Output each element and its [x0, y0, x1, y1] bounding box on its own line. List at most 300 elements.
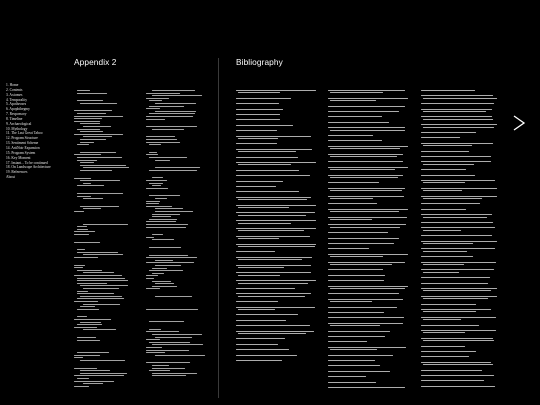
text-line: [149, 183, 163, 184]
text-line: [423, 111, 486, 112]
text-line: [328, 238, 399, 239]
text-line: [330, 148, 400, 149]
text-line: [77, 337, 96, 338]
text-line: [74, 257, 98, 258]
text-line: [328, 161, 403, 162]
text-line: [236, 338, 285, 339]
text-line: [423, 311, 476, 312]
text-line: [74, 121, 100, 122]
text-line: [330, 288, 405, 289]
text-line: [328, 341, 367, 342]
text-line: [77, 309, 99, 310]
text-line: [328, 135, 373, 136]
text-line: [423, 298, 488, 299]
text-line: [83, 383, 103, 384]
bibliography-title: Bibliography: [236, 57, 283, 67]
text-line: [236, 265, 311, 266]
text-line: [146, 224, 188, 225]
text-line: [80, 139, 106, 140]
text-line: [328, 98, 408, 99]
text-line: [236, 170, 299, 171]
text-line: [83, 254, 123, 255]
chevron-right-icon[interactable]: [511, 114, 527, 132]
text-line: [77, 293, 114, 294]
text-line: [146, 339, 160, 340]
text-line: [423, 119, 493, 120]
text-line: [328, 254, 408, 255]
text-line: [328, 203, 377, 204]
text-line: [421, 209, 466, 210]
text-line: [328, 116, 382, 117]
bibliography-column-1: [236, 88, 320, 398]
text-line: [74, 134, 123, 135]
text-line: [77, 280, 128, 281]
text-line: [149, 370, 170, 371]
nav-item[interactable]: 15. Program System: [6, 150, 36, 155]
text-line: [421, 175, 475, 176]
text-line: [83, 126, 111, 127]
text-line: [77, 283, 107, 284]
text-line: [149, 321, 184, 322]
nav-item[interactable]: 16. Key Moment: [6, 155, 31, 160]
text-line: [77, 100, 103, 101]
text-line: [146, 203, 159, 204]
text-line: [328, 365, 380, 366]
text-line: [146, 108, 160, 109]
text-line: [236, 307, 315, 308]
text-line: [328, 269, 383, 270]
text-line: [328, 127, 405, 128]
text-line: [330, 100, 376, 101]
text-line: [330, 256, 383, 257]
text-line: [80, 162, 94, 163]
text-line: [421, 283, 488, 284]
text-line: [236, 228, 316, 229]
text-line: [238, 223, 291, 224]
text-line: [421, 161, 491, 162]
text-line: [146, 309, 198, 310]
text-line: [83, 272, 114, 273]
text-line: [236, 360, 282, 361]
text-line: [74, 355, 100, 356]
text-line: [328, 106, 405, 107]
text-line: [146, 352, 165, 353]
text-line: [146, 275, 158, 276]
text-line: [77, 298, 124, 299]
text-line: [421, 288, 497, 289]
text-line: [149, 144, 161, 145]
text-line: [328, 232, 388, 233]
text-line: [328, 371, 390, 372]
text-line: [146, 221, 176, 222]
text-line: [152, 214, 180, 215]
nav-item[interactable]: 18. On Landscape Architecture: [6, 165, 51, 170]
nav-item[interactable]: 5. Apotheoses: [6, 102, 27, 107]
text-line: [146, 154, 158, 155]
text-line: [146, 116, 193, 117]
nav-item[interactable]: 10. Mythology: [6, 126, 28, 131]
text-line: [146, 139, 177, 140]
text-line: [238, 215, 306, 216]
text-line: [421, 375, 494, 376]
text-line: [421, 338, 493, 339]
text-line: [149, 219, 177, 220]
text-line: [328, 275, 385, 276]
nav-item[interactable]: 6. Apophthegmy: [6, 107, 30, 112]
text-line: [77, 229, 88, 230]
text-line: [328, 243, 394, 244]
text-line: [328, 387, 405, 388]
text-line: [236, 293, 311, 294]
text-line: [421, 309, 491, 310]
text-line: [423, 251, 467, 252]
text-line: [328, 182, 379, 183]
text-line: [236, 197, 311, 198]
text-line: [146, 278, 154, 279]
text-line: [152, 373, 197, 374]
text-line: [236, 103, 279, 104]
text-line: [421, 346, 465, 347]
text-line: [421, 203, 480, 204]
text-line: [80, 103, 117, 104]
text-line: [236, 143, 277, 144]
text-line: [77, 90, 90, 91]
text-line: [421, 180, 495, 181]
text-line: [83, 167, 129, 168]
text-line: [330, 264, 392, 265]
text-line: [236, 288, 295, 289]
text-line: [146, 201, 160, 202]
text-line: [328, 323, 403, 324]
text-line: [236, 251, 275, 252]
text-line: [77, 252, 118, 253]
text-line: [328, 122, 389, 123]
text-line: [80, 370, 110, 371]
text-line: [238, 275, 280, 276]
text-line: [152, 216, 171, 217]
text-line: [421, 262, 496, 263]
text-line: [74, 110, 112, 111]
text-line: [328, 167, 408, 168]
text-line: [236, 109, 283, 110]
text-line: [421, 143, 493, 144]
text-line: [421, 90, 475, 91]
text-line: [423, 127, 494, 128]
text-line: [421, 103, 494, 104]
text-line: [77, 185, 104, 186]
text-line: [423, 319, 461, 320]
text-line: [423, 290, 491, 291]
text-line: [330, 211, 399, 212]
nav-item[interactable]: 19. References: [6, 170, 28, 175]
text-line: [328, 140, 382, 141]
text-line: [421, 156, 491, 157]
text-line: [152, 177, 163, 178]
text-line: [155, 296, 192, 297]
text-line: [330, 92, 383, 93]
nav-item[interactable]: 9. Archaeological: [6, 121, 32, 126]
text-line: [330, 325, 380, 326]
bibliography-column-2: [328, 88, 412, 398]
text-line: [77, 196, 91, 197]
nav-item[interactable]: About: [6, 175, 15, 180]
text-line: [83, 183, 91, 184]
text-line: [77, 270, 102, 271]
text-line: [83, 198, 103, 199]
text-line: [155, 260, 173, 261]
text-line: [236, 301, 278, 302]
text-line: [236, 157, 298, 158]
text-line: [330, 219, 372, 220]
text-line: [421, 269, 494, 270]
text-line: [236, 257, 312, 258]
text-line: [77, 129, 100, 130]
text-line: [421, 362, 491, 363]
text-line: [236, 314, 298, 315]
text-line: [74, 301, 98, 302]
text-line: [423, 217, 487, 218]
text-line: [152, 375, 186, 376]
text-line: [77, 144, 89, 145]
text-line: [421, 132, 476, 133]
text-line: [328, 280, 384, 281]
text-line: [152, 334, 202, 335]
text-line: [77, 352, 109, 353]
text-line: [74, 231, 95, 232]
text-line: [238, 238, 279, 239]
text-line: [421, 304, 476, 305]
text-line: [238, 138, 278, 139]
text-line: [152, 344, 203, 345]
text-line: [77, 324, 102, 325]
text-line: [146, 180, 167, 181]
text-line: [238, 164, 291, 165]
text-line: [80, 180, 120, 181]
text-line: [80, 285, 128, 286]
text-line: [423, 190, 462, 191]
text-line: [421, 137, 460, 138]
text-line: [146, 262, 194, 263]
text-line: [423, 332, 465, 333]
nav-item[interactable]: 12. Program Structure: [6, 136, 38, 141]
nav-item[interactable]: 3. Axiomes: [6, 92, 23, 97]
text-line: [146, 331, 179, 332]
text-line: [146, 227, 186, 228]
column-divider: [218, 58, 219, 398]
nav-item[interactable]: 1. Home: [6, 83, 19, 87]
text-line: [74, 265, 85, 266]
text-line: [421, 151, 469, 152]
text-line: [328, 312, 384, 313]
text-line: [146, 206, 172, 207]
text-line: [77, 249, 85, 250]
text-line: [149, 170, 197, 171]
text-line: [77, 291, 88, 292]
text-line: [328, 209, 408, 210]
text-line: [421, 241, 497, 242]
text-line: [146, 350, 189, 351]
text-line: [330, 130, 405, 131]
text-line: [152, 365, 169, 366]
text-line: [328, 347, 406, 348]
appendix-code-column-left: [74, 88, 140, 398]
text-line: [149, 255, 188, 256]
text-line: [330, 349, 377, 350]
text-line: [328, 299, 403, 300]
text-line: [421, 169, 466, 170]
text-line: [236, 331, 314, 332]
text-line: [149, 247, 181, 248]
text-line: [330, 198, 373, 199]
nav-item[interactable]: 11. The Last Great Taboo: [6, 131, 43, 136]
text-line: [330, 177, 398, 178]
text-line: [421, 370, 482, 371]
text-line: [421, 248, 495, 249]
text-line: [155, 355, 205, 356]
text-line: [423, 230, 461, 231]
text-line: [80, 206, 119, 207]
text-line: [146, 136, 175, 137]
text-line: [80, 373, 127, 374]
text-line: [80, 322, 101, 323]
text-line: [236, 175, 310, 176]
text-line: [423, 145, 472, 146]
text-line: [328, 146, 408, 147]
text-line: [74, 386, 89, 387]
text-line: [421, 235, 492, 236]
text-line: [238, 199, 307, 200]
text-line: [146, 347, 162, 348]
nav-item[interactable]: 7. Responsory: [6, 112, 27, 117]
nav-item[interactable]: 2. Contents: [6, 87, 23, 92]
text-line: [421, 222, 493, 223]
text-line: [236, 236, 310, 237]
text-line: [421, 116, 492, 117]
text-line: [238, 283, 308, 284]
text-line: [328, 336, 385, 337]
text-line: [80, 165, 126, 166]
text-line: [423, 182, 465, 183]
bibliography-column-3: [421, 88, 501, 398]
text-line: [236, 191, 299, 192]
text-line: [238, 296, 305, 297]
text-line: [421, 325, 479, 326]
text-line: [80, 123, 100, 124]
text-line: [74, 118, 102, 119]
text-line: [421, 109, 492, 110]
text-line: [328, 111, 399, 112]
text-line: [236, 320, 286, 321]
text-line: [146, 142, 180, 143]
text-line: [423, 364, 493, 365]
text-line: [146, 93, 180, 94]
text-line: [74, 319, 111, 320]
text-line: [80, 360, 125, 361]
text-line: [330, 169, 395, 170]
text-line: [236, 114, 280, 115]
text-line: [155, 337, 192, 338]
text-line: [155, 265, 181, 266]
text-line: [77, 378, 89, 379]
text-line: [238, 230, 304, 231]
text-line: [83, 288, 119, 289]
text-line: [236, 244, 316, 245]
text-line: [152, 368, 185, 369]
text-line: [328, 217, 407, 218]
text-line: [149, 342, 190, 343]
text-line: [77, 340, 100, 341]
text-line: [74, 275, 122, 276]
text-line: [152, 234, 163, 235]
text-line: [146, 126, 197, 127]
text-line: [236, 355, 297, 356]
text-line: [146, 237, 154, 238]
text-line: [77, 113, 106, 114]
text-line: [146, 288, 160, 289]
nav-item[interactable]: 8. Timeline: [6, 116, 23, 121]
text-line: [80, 296, 122, 297]
text-line: [330, 156, 397, 157]
text-line: [328, 331, 390, 332]
text-line: [236, 136, 311, 137]
text-line: [74, 327, 97, 328]
text-line: [77, 160, 97, 161]
text-line: [77, 278, 125, 279]
nav-item[interactable]: 14. ArtiNoir Expansion: [6, 145, 40, 150]
text-line: [83, 224, 128, 225]
text-line: [328, 382, 376, 383]
text-line: [328, 307, 397, 308]
text-line: [152, 185, 161, 186]
text-line: [74, 267, 83, 268]
text-line: [146, 362, 190, 363]
nav-item[interactable]: 13. Sentiment Scheme: [6, 141, 39, 146]
text-line: [236, 90, 316, 91]
text-line: [80, 152, 116, 153]
text-line: [328, 262, 405, 263]
text-line: [152, 286, 177, 287]
text-line: [421, 95, 493, 96]
text-line: [74, 357, 83, 358]
text-line: [149, 329, 161, 330]
text-line: [83, 329, 116, 330]
text-line: [421, 317, 496, 318]
text-line: [328, 293, 399, 294]
text-line: [423, 243, 473, 244]
text-line: [423, 340, 494, 341]
text-line: [149, 270, 183, 271]
text-line: [152, 90, 195, 91]
text-line: [155, 167, 200, 168]
text-line: [149, 106, 184, 107]
text-line: [328, 376, 366, 377]
text-line: [152, 268, 167, 269]
nav-item[interactable]: 17. Instant... To be continued: [6, 160, 48, 165]
text-line: [423, 272, 459, 273]
text-line: [146, 119, 165, 120]
text-line: [328, 188, 405, 189]
text-line: [328, 224, 406, 225]
text-line: [328, 196, 404, 197]
text-line: [421, 124, 497, 125]
text-line: [74, 375, 124, 376]
text-line: [152, 273, 164, 274]
text-line: [236, 212, 315, 213]
nav-item[interactable]: 4. Temporality: [6, 97, 28, 102]
text-line: [421, 196, 497, 197]
text-line: [80, 306, 95, 307]
text-line: [149, 100, 162, 101]
